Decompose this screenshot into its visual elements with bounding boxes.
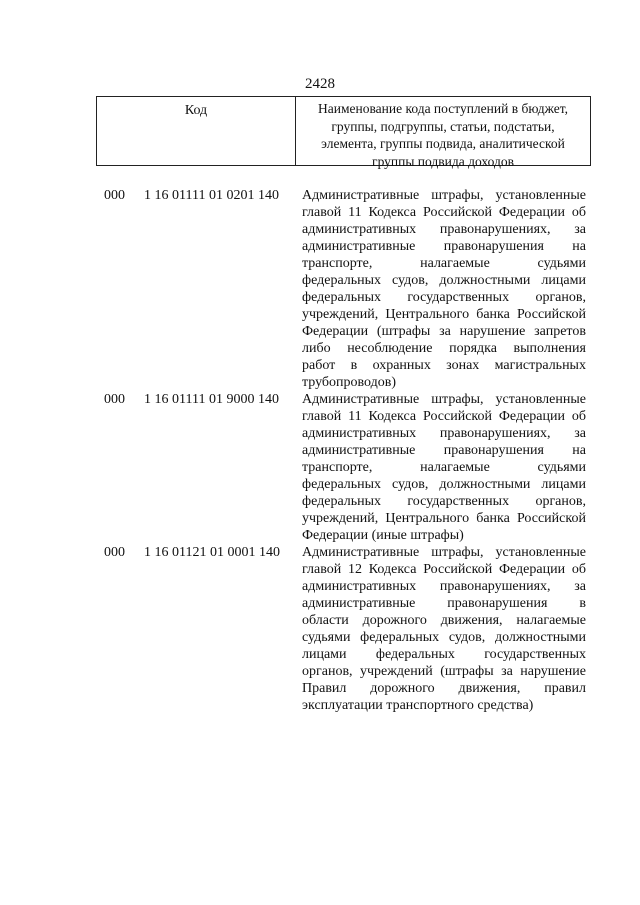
- description-line: учреждений, Центрального банка Российской: [302, 511, 586, 526]
- page-number: 2428: [305, 76, 335, 92]
- description-line: учреждений, Центрального банка Российской: [302, 307, 586, 322]
- description-line: транспорте, налагаемые судьями: [302, 460, 586, 475]
- admin-code: 000: [104, 188, 125, 203]
- table-row: [0, 187, 640, 391]
- description-line: органов, учреждений (штрафы за нарушение: [302, 664, 586, 679]
- description-line: главой 11 Кодекса Российской Федерации об: [302, 409, 586, 424]
- header-name-column: [296, 97, 590, 169]
- description-line: Федерации (иные штрафы): [302, 528, 464, 543]
- table-header: [96, 96, 591, 169]
- header-code-column: Код: [97, 97, 296, 165]
- header-name-line: элемента, группы подвида, аналитической: [321, 136, 565, 151]
- description-line: Административные штрафы, установленные: [302, 392, 586, 407]
- revenue-code: 1 16 01111 01 9000 140: [144, 392, 279, 407]
- revenue-description: [302, 544, 586, 714]
- description-line: административные правонарушения в: [302, 596, 586, 611]
- description-line: судьями федеральных судов, должностными: [302, 630, 586, 645]
- revenue-code: 1 16 01111 01 0201 140: [144, 188, 279, 203]
- revenue-description: [302, 187, 586, 391]
- header-name-line: группы подвида доходов: [372, 153, 514, 169]
- table-row: [0, 544, 640, 714]
- description-line: работ в охранных зонах магистральных: [302, 358, 586, 373]
- description-line: федеральных государственных органов,: [302, 494, 586, 509]
- admin-code: 000: [104, 545, 125, 560]
- header-name-line: группы, подгруппы, статьи, подстатьи,: [331, 118, 555, 134]
- description-line: трубопроводов): [302, 375, 397, 390]
- description-line: Административные штрафы, установленные: [302, 188, 586, 203]
- description-line: Правил дорожного движения, правил: [302, 681, 586, 696]
- description-line: административных правонарушениях, за: [302, 579, 586, 594]
- description-line: либо несоблюдение порядка выполнения: [302, 341, 586, 356]
- description-line: главой 12 Кодекса Российской Федерации об: [302, 562, 586, 577]
- description-line: федеральных судов, должностными лицами: [302, 273, 586, 288]
- description-line: административных правонарушениях, за: [302, 426, 586, 441]
- description-line: главой 11 Кодекса Российской Федерации об: [302, 205, 586, 220]
- table-row: [0, 391, 640, 544]
- description-line: административные правонарушения на: [302, 443, 586, 458]
- description-line: области дорожного движения, налагаемые: [302, 613, 586, 628]
- header-name-line: Наименование кода поступлений в бюджет,: [317, 101, 568, 116]
- description-line: эксплуатации транспортного средства): [302, 698, 534, 713]
- admin-code: 000: [104, 392, 125, 407]
- revenue-description: [302, 391, 586, 544]
- description-line: Федерации (штрафы за нарушение запретов: [302, 324, 586, 339]
- revenue-code: 1 16 01121 01 0001 140: [144, 545, 280, 560]
- description-line: административные правонарушения на: [302, 239, 586, 254]
- description-line: лицами федеральных государственных: [302, 647, 586, 662]
- description-line: Административные штрафы, установленные: [302, 545, 586, 560]
- entries-list: [0, 187, 640, 714]
- description-line: административных правонарушениях, за: [302, 222, 586, 237]
- description-line: федеральных государственных органов,: [302, 290, 586, 305]
- description-line: транспорте, налагаемые судьями: [302, 256, 586, 271]
- description-line: федеральных судов, должностными лицами: [302, 477, 586, 492]
